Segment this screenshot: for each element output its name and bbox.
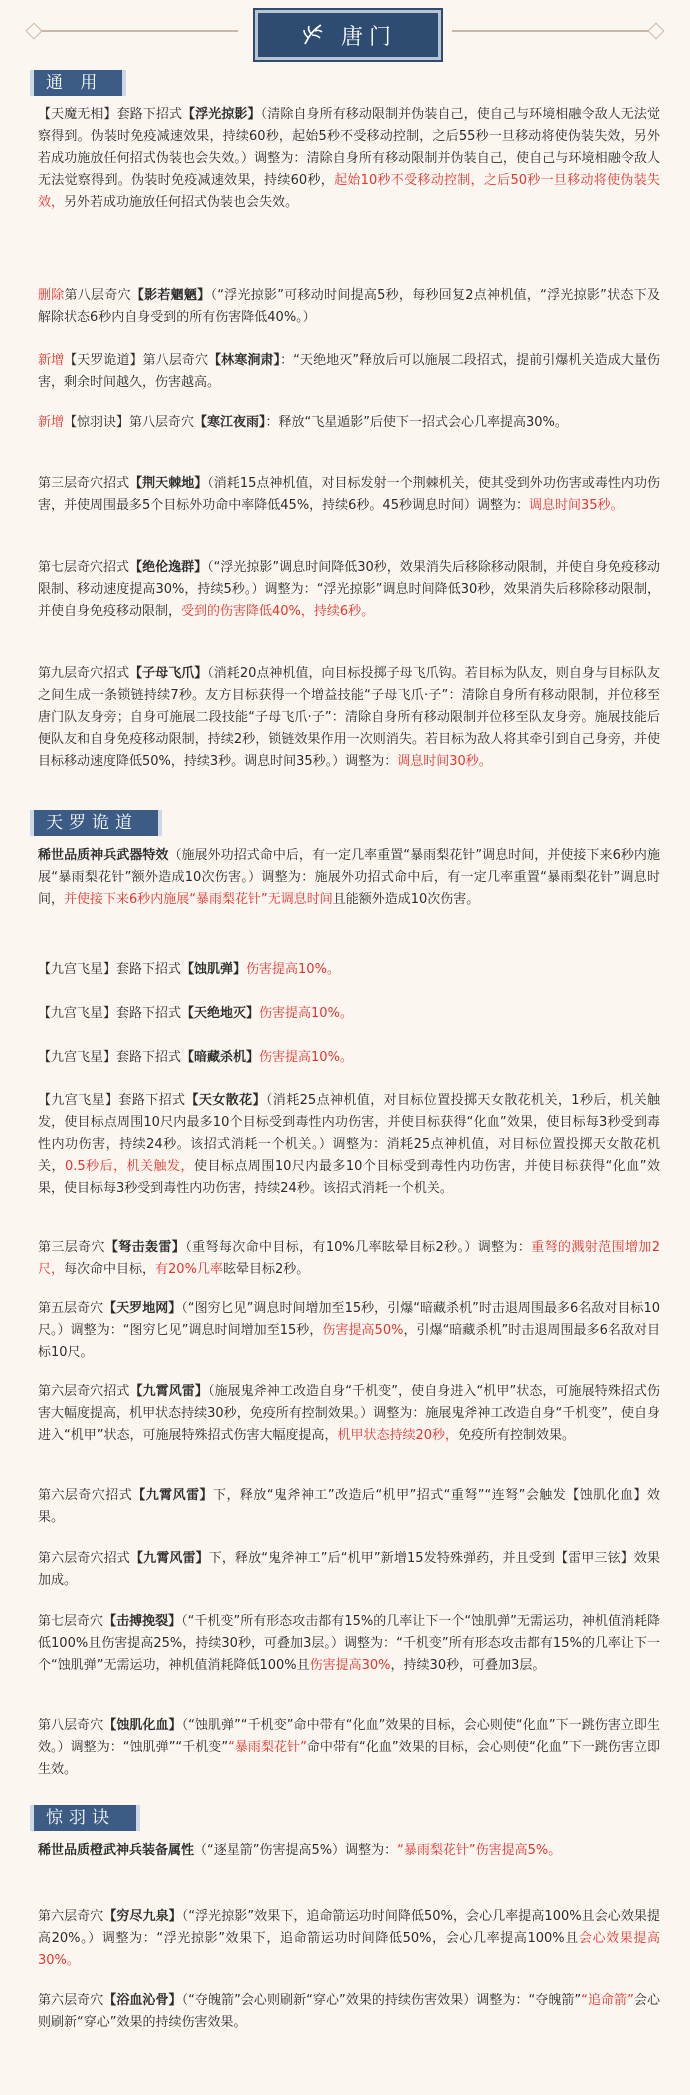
tianluo-entry-5: 【九宫飞星】套路下招式【天女散花】（消耗25点神机值，对目标位置投掷天女散花机关，1秒后，机关触发，使目标点周围10尺内最多10个目标受到毒性内功伤害，并使目标获得“化血”效果，使目标每3秒受到毒性内功伤害，持续24秒。该招式消耗一个机关。）调整为：消耗25点神机值，对目标位置投掷天女散花机关，0.5秒后，机关触发，使目标点周围10尺内最多10个目标受到毒性内功伤害，并使目标获得“化血”效果，使目标每3秒受到毒性内功伤害，持续24秒。该招式消耗一个机关。: [38, 1093, 660, 1196]
tianluo-entry-4: 【九宫飞星】套路下招式【暗藏杀机】伤害提高10%。: [38, 1050, 353, 1065]
header-ornament-left: [26, 23, 43, 40]
jingyu-entry-2: 第六层奇穴【穷尽九泉】（“浮光掠影”效果下，追命箭运功时间降低50%，会心几率提高100%且会心效果提高20%。）调整为：“浮光掠影”效果下，追命箭运功时间降低50%，会心几率提高100%且会心效果提高30%。: [38, 1909, 660, 1968]
header: [0, 0, 690, 70]
section-label-general: 通 用: [30, 70, 122, 96]
general-entry-5: 第三层奇穴招式【荆天棘地】（消耗15点神机值，对目标发射一个荆棘机关，使其受到外功伤害或毒性内功伤害，并使周围最多5个目标外功命中率降低45%，持续6秒。45秒调息时间）调整为：调息时间35秒。: [38, 476, 660, 513]
general-entry-7: 第九层奇穴招式【子母飞爪】（消耗20点神机值，向目标投掷子母飞爪钩。若目标为队友，则自身与目标队友之间生成一条锁链持续7秒。友方目标获得一个增益技能“子母飞爪·子”：清除自身所有移动限制，并位移至唐门队友身旁；自身可施展二段技能“子母飞爪·子”：清除自身所有移动限制并位移至队友身旁。施展技能后便队友和自身免疫移动限制，持续2秒，锁链效果作用一次则消失。若目标为敌人将其牵引到自己身旁，并使目标移动速度降低50%，持续3秒。调息时间35秒。）调整为：调息时间30秒。: [38, 666, 660, 769]
general-entry-2: 删除第八层奇穴【影若魍魉】（“浮光掠影”可移动时间提高5秒，每秒回复2点神机值，“浮光掠影”状态下及解除状态6秒内自身受到的所有伤害降低40%。）: [38, 288, 660, 325]
tianluo-entry-2: 【九宫飞星】套路下招式【蚀肌弹】伤害提高10%。: [38, 962, 340, 977]
section-label-jingyu: 惊羽诀: [30, 1805, 136, 1831]
jingyu-entry-1: 稀世品质橙武神兵装备属性（“逐星箭”伤害提高5%）调整为：“暴雨梨花针”伤害提高5%。: [38, 1843, 562, 1858]
tianluo-entry-7: 第五层奇穴【天罗地网】（“图穷匕见”调息时间增加至15秒，引爆“暗藏杀机”时击退周围最多6名敌对目标10尺。）调整为：“图穷匕见”调息时间增加至15秒，伤害提高50%，引爆“暗藏杀机”时击退周围最多6名敌对目标10尺。: [38, 1301, 660, 1360]
general-entry-1: 【天魔无相】套路下招式【浮光掠影】（清除自身所有移动限制并伪装自己，使自己与环境相融令敌人无法觉察得到。伪装时免疫减速效果，持续60秒，起始5秒不受移动控制，之后55秒一旦移动将使伪装失效，另外若成功施放任何招式伪装也会失效。）调整为：清除自身所有移动限制并伪装自己，使自己与环境相融令敌人无法觉察得到。伪装时免疫减速效果，持续60秒，起始10秒不受移动控制，之后50秒一旦移动将使伪装失效，另外若成功施放任何招式伪装也会失效。: [38, 107, 660, 210]
tianluo-entry-3: 【九宫飞星】套路下招式【天绝地灭】伤害提高10%。: [38, 1006, 353, 1021]
tianluo-entry-11: 第七层奇穴【击搏挽裂】（“千机变”所有形态攻击都有15%的几率让下一个“蚀肌弹”无需运功，神机值消耗降低100%且伤害提高25%，持续30秒，可叠加3层。）调整为：“千机变”所有形态攻击都有15%的几率让下一个“蚀肌弹”无需运功，神机值消耗降低100%且伤害提高30%，持续30秒，可叠加3层。: [38, 1614, 660, 1673]
page-title: 唐门: [340, 24, 397, 50]
tianluo-entry-10: 第六层奇穴招式【九霄风雷】下，释放“鬼斧神工”后“机甲”新增15发特殊弹药，并且受到【雷甲三铉】效果加成。: [38, 1551, 660, 1588]
header-ornament-right: [648, 23, 665, 40]
header-divider-right: [452, 30, 652, 32]
tianluo-entry-6: 第三层奇穴【弩击轰雷】（重弩每次命中目标，有10%几率眩晕目标2秒。）调整为：重弩的溅射范围增加2尺，每次命中目标，有20%几率眩晕目标2秒。: [38, 1240, 660, 1277]
general-entry-6: 第七层奇穴招式【绝伦逸群】（“浮光掠影”调息时间降低30秒，效果消失后移除移动限制，并使自身免疫移动限制、移动速度提高30%，持续5秒。）调整为：“浮光掠影”调息时间降低30秒，效果消失后移除移动限制，并使自身免疫移动限制，受到的伤害降低40%，持续6秒。: [38, 560, 660, 619]
tianluo-entry-9: 第六层奇穴招式【九霄风雷】下，释放“鬼斧神工”改造后“机甲”招式“重弩”“连弩”会触发【蚀肌化血】效果。: [38, 1488, 660, 1525]
tianluo-entry-1: 稀世品质神兵武器特效（施展外功招式命中后，有一定几率重置“暴雨梨花针”调息时间，并使接下来6秒内施展“暴雨梨花针”额外造成10次伤害。）调整为：施展外功招式命中后，有一定几率重置“暴雨梨花针”调息时间，并使接下来6秒内施展“暴雨梨花针”无调息时间且能额外造成10次伤害。: [38, 848, 660, 907]
title-banner: [255, 10, 441, 60]
section-label-tianluo: 天罗诡道: [30, 810, 158, 836]
tianluo-entry-12: 第八层奇穴【蚀肌化血】（“蚀肌弹”“千机变”命中带有“化血”效果的目标，会心则使“化血”下一跳伤害立即生效。）调整为：“蚀肌弹”“千机变”“暴雨梨花针”命中带有“化血”效果的目标，会心则使“化血”下一跳伤害立即生效。: [38, 1718, 660, 1777]
tianluo-entry-8: 第六层奇穴招式【九霄风雷】（施展鬼斧神工改造自身“千机变”，使自身进入“机甲”状态，可施展特殊招式伤害大幅度提高，机甲状态持续30秒，免疫所有控制效果。）调整为：施展鬼斧神工改造自身“千机变”，使自身进入“机甲”状态，可施展特殊招式伤害大幅度提高，机甲状态持续20秒，免疫所有控制效果。: [38, 1384, 660, 1443]
general-entry-3: 新增【天罗诡道】第八层奇穴【林寒涧肃】：“天绝地灭”释放后可以施展二段招式，提前引爆机关造成大量伤害，剩余时间越久，伤害越高。: [38, 353, 660, 390]
jingyu-entry-3: 第六层奇穴【浴血沁骨】（“夺魄箭”会心则刷新“穿心”效果的持续伤害效果）调整为：“夺魄箭”“追命箭”会心则刷新“穿心”效果的持续伤害效果。: [38, 1993, 660, 2030]
general-entry-4: 新增【惊羽诀】第八层奇穴【寒江夜雨】：释放“飞星遁影”后使下一招式会心几率提高30%。: [38, 415, 568, 430]
header-divider-left: [38, 30, 238, 32]
feather-icon: [299, 22, 325, 48]
